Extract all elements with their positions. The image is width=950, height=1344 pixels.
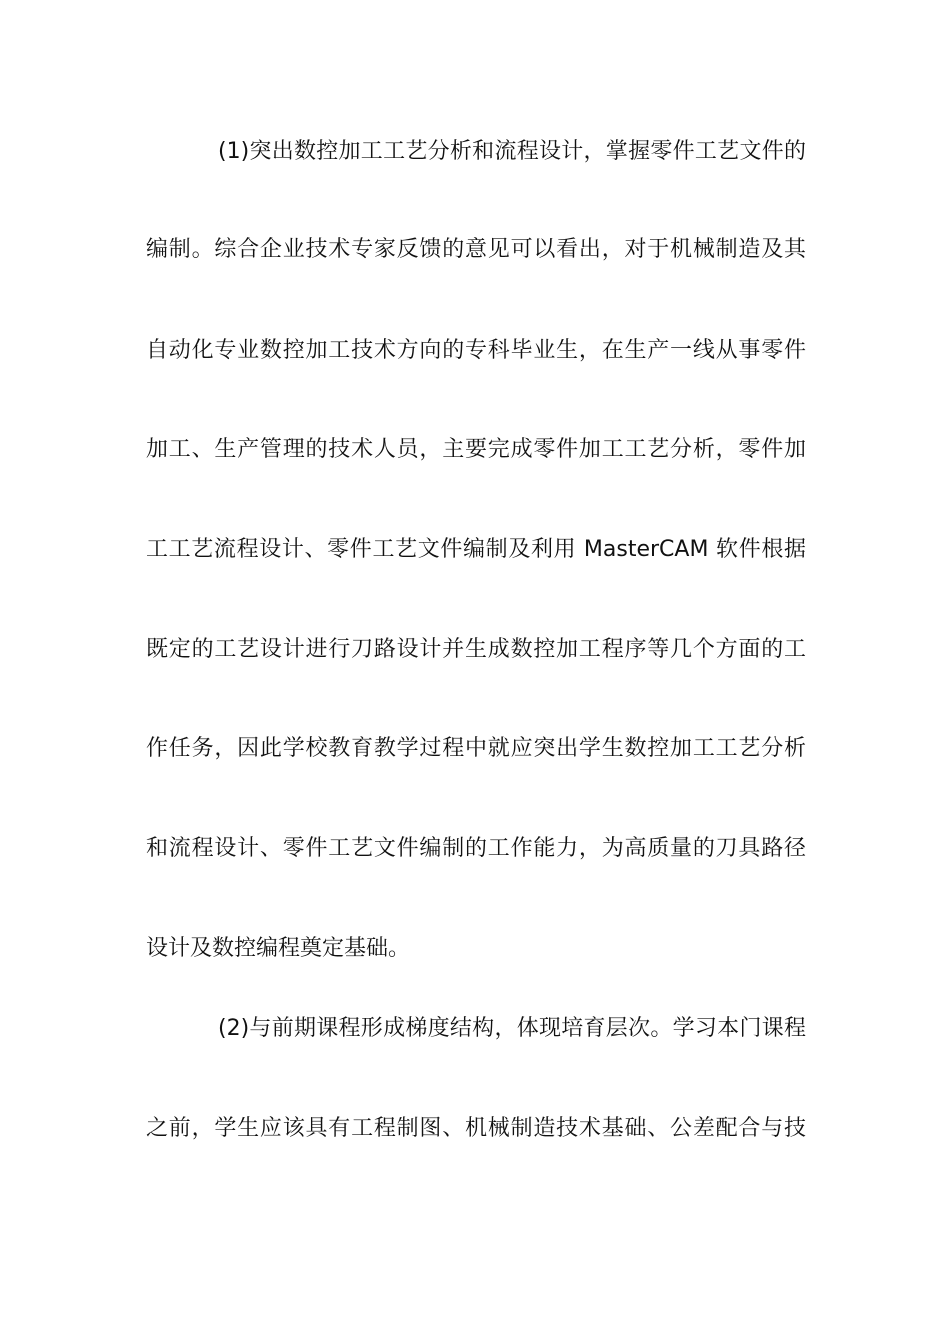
paragraph-1-line-3: 自动化专业数控加工技术方向的专科毕业生，在生产一线从事零件 (146, 338, 806, 363)
paragraph-1-line-9: 设计及数控编程奠定基础。 (146, 936, 411, 961)
paragraph-1-line-5: 工工艺流程设计、零件工艺文件编制及利用 MasterCAM 软件根据 (146, 537, 806, 562)
paragraph-1-line-6: 既定的工艺设计进行刀路设计并生成数控加工程序等几个方面的工 (146, 637, 806, 662)
paragraph-1-line-8: 和流程设计、零件工艺文件编制的工作能力，为高质量的刀具路径 (146, 836, 806, 861)
paragraph-1-line-2: 编制。综合企业技术专家反馈的意见可以看出，对于机械制造及其 (146, 237, 806, 262)
paragraph-1-line-1: (1)突出数控加工工艺分析和流程设计，掌握零件工艺文件的 (218, 139, 806, 164)
paragraph-1-line-7: 作任务，因此学校教育教学过程中就应突出学生数控加工工艺分析 (146, 736, 806, 761)
paragraph-1-line-4: 加工、生产管理的技术人员，主要完成零件加工工艺分析，零件加 (146, 437, 806, 462)
paragraph-2-line-2: 之前，学生应该具有工程制图、机械制造技术基础、公差配合与技 (146, 1116, 806, 1141)
paragraph-2-line-1: (2)与前期课程形成梯度结构，体现培育层次。学习本门课程 (218, 1016, 806, 1041)
